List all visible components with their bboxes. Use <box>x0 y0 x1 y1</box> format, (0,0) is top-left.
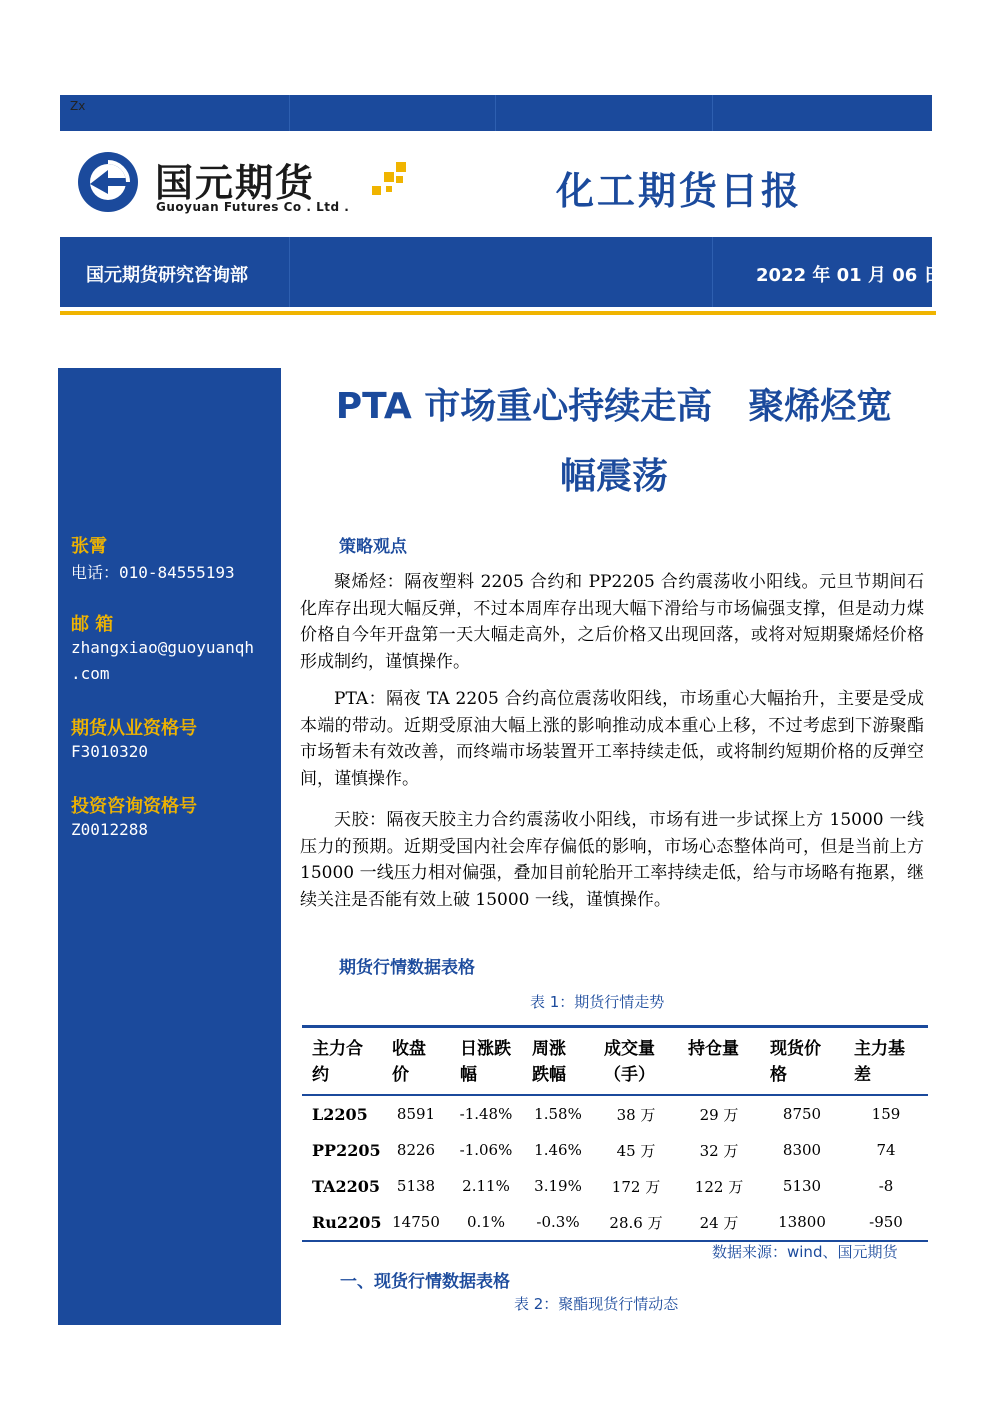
column-header: 持仓量 <box>678 1027 760 1096</box>
paragraph-pta: PTA：隔夜 TA 2205 合约高位震荡收阳线，市场重心大幅抬升，主要是受成本端的带动。近期受原油大幅上涨的影响推动成本重心上移，不过考虑到下游聚酯市场暂未有效改善，而终端市场装置开工率持续走低，或将制约短期价格的反弹空间，谨慎操作。 <box>300 689 924 789</box>
table-cell: 3.19% <box>534 1177 582 1195</box>
author-sidebar <box>58 368 281 1325</box>
table-cell: 28.6 万 <box>594 1204 678 1241</box>
banner-divider <box>289 95 290 131</box>
email-line-1[interactable]: zhangxiao@guoyuanqh <box>71 638 255 657</box>
table-cell: 29 万 <box>699 1105 739 1124</box>
paragraph-rubber: 天胶：隔夜天胶主力合约震荡收小阳线，市场有进一步试探上方 15000 一线压力的预期。近期受国内社会库存偏低的影响，市场心态整体尚可，但是当前上方 15000 一线压力相对偏强，叠加目前轮胎开工率持续走低，给与市场略有拖累，继续关注是否能有效上破 15000 一线，谨慎操作。 <box>300 810 924 910</box>
gold-divider <box>60 311 936 315</box>
table-cell: L2205 <box>312 1104 368 1124</box>
table-1-caption: 表 1：期货行情走势 <box>530 993 665 1011</box>
top-label: Zx <box>70 99 86 113</box>
top-banner-bar <box>60 95 932 131</box>
column-header: 收盘 价 <box>382 1027 450 1096</box>
consult-license-label: 投资咨询资格号 <box>71 796 197 817</box>
table-cell: 5138 <box>396 1177 436 1195</box>
data-source-note: 数据来源：wind、国元期货 <box>712 1243 898 1261</box>
column-header: 主力合 约 <box>302 1027 382 1096</box>
column-header: 现货价 格 <box>760 1027 844 1096</box>
table-cell: -950 <box>844 1204 928 1241</box>
author-phone: 电话：010-84555193 <box>71 563 235 582</box>
table-cell: PP2205 <box>312 1140 381 1160</box>
logo-english-name: Guoyuan Futures Co . Ltd . <box>156 200 350 214</box>
spot-table-section-title: 一、现货行情数据表格 <box>340 1272 510 1292</box>
author-name: 张霄 <box>71 536 107 557</box>
table-cell: -1.48% <box>459 1105 513 1123</box>
table-row <box>302 1168 928 1204</box>
table-cell: Ru2205 <box>302 1204 382 1241</box>
column-header: 主力基 差 <box>844 1027 928 1096</box>
column-header: 日涨跌 幅 <box>450 1027 522 1096</box>
table-row <box>302 1204 928 1241</box>
table-cell: 45 万 <box>616 1141 656 1160</box>
logo-chinese-name: 国元期货 <box>155 161 316 205</box>
table-cell: -1.06% <box>459 1141 513 1159</box>
email-label: 邮 箱 <box>71 614 114 635</box>
column-header: 周涨 跌幅 <box>522 1027 594 1096</box>
table-cell: 0.1% <box>450 1204 522 1241</box>
report-date: 2022 年 01 月 06 日 <box>756 265 942 286</box>
article-headline <box>300 372 928 512</box>
license-value: F3010320 <box>71 742 149 761</box>
futures-market-table <box>302 1025 928 1242</box>
headline-line-1: PTA 市场重心持续走高 聚烯烃宽 <box>335 386 893 427</box>
banner-divider <box>712 95 713 131</box>
table-2-caption: 表 2：聚酯现货行情动态 <box>514 1295 679 1313</box>
headline-line-2: 幅震荡 <box>559 456 668 497</box>
table-cell: -8 <box>878 1177 894 1195</box>
table-cell: 1.58% <box>534 1105 582 1123</box>
table-row <box>302 1095 928 1132</box>
table-cell: -0.3% <box>522 1204 594 1241</box>
strategy-section-title: 策略观点 <box>339 537 407 557</box>
company-logo-icon <box>76 150 140 214</box>
table-row <box>302 1132 928 1168</box>
logo-gold-squares-icon <box>370 162 410 198</box>
table-cell: 2.11% <box>462 1177 510 1195</box>
table-cell: 24 万 <box>678 1204 760 1241</box>
table-header-row <box>302 1027 928 1096</box>
report-title: 化工期货日报 <box>556 169 803 213</box>
bar-divider <box>712 237 713 307</box>
table-cell: 172 万 <box>611 1177 661 1196</box>
table-cell: 5130 <box>782 1177 822 1195</box>
bar-divider <box>289 237 290 307</box>
license-label: 期货从业资格号 <box>71 718 197 739</box>
table-cell: 1.46% <box>534 1141 582 1159</box>
table-cell: 13800 <box>760 1204 844 1241</box>
table-cell: 8300 <box>782 1141 822 1159</box>
table-cell: 8591 <box>396 1105 436 1123</box>
table-cell: 14750 <box>382 1204 450 1241</box>
table-cell: TA2205 <box>312 1176 380 1196</box>
table-cell: 122 万 <box>694 1177 744 1196</box>
table-cell: 38 万 <box>616 1105 656 1124</box>
table-cell: 8750 <box>782 1105 822 1123</box>
paragraph-polyolefin: 聚烯烃：隔夜塑料 2205 合约和 PP2205 合约震荡收小阳线。元旦节期间石化库存出现大幅反弹，不过本周库存出现大幅下滑给与市场偏强支撑，但是动力煤价格自今年开盘第一天大幅走高外，之后价格又出现回落，或将对短期聚烯烃价格形成制约，谨慎操作。 <box>300 572 924 672</box>
table-cell: 74 <box>876 1141 896 1159</box>
consult-license-value: Z0012288 <box>71 820 149 839</box>
table-cell: 8226 <box>396 1141 436 1159</box>
department-name: 国元期货研究咨询部 <box>86 265 248 286</box>
email-line-2[interactable]: .com <box>71 664 110 683</box>
table-cell: 159 <box>871 1105 901 1123</box>
banner-divider <box>495 95 496 131</box>
futures-table-section-title: 期货行情数据表格 <box>339 958 475 978</box>
table-cell: 32 万 <box>699 1141 739 1160</box>
column-header: 成交量 （手） <box>594 1027 678 1096</box>
